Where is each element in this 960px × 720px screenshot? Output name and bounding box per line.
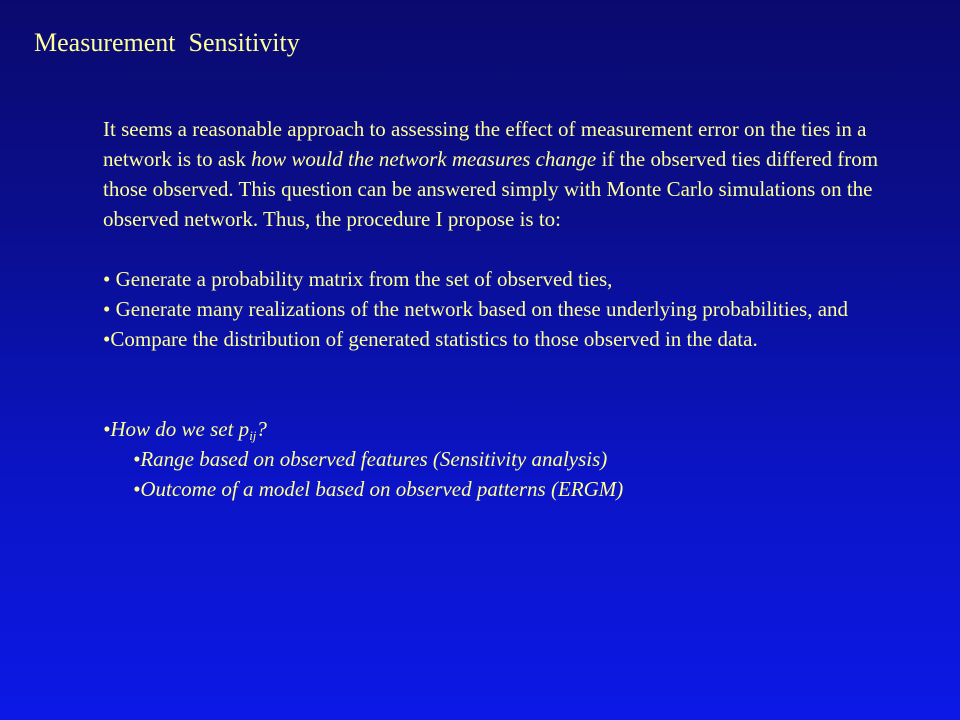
procedure-step: • Generate many realizations of the network based on these underlying probabilities, and	[103, 297, 849, 321]
intro-text-1: It seems a reasonable approach to assessing the effect of measurement error on the ties in a network is to ask	[103, 117, 867, 171]
slide-title: Measurement Sensitivity	[34, 28, 300, 57]
question-text: •How do we set p	[103, 417, 250, 441]
intro-paragraph	[103, 114, 903, 234]
answer-bullet: •Outcome of a model based on observed patterns (ERGM)	[133, 477, 624, 501]
intro-text-2: if the observed ties differed from those observed. This question can be answered simply with Monte Carlo simulations on the observed network. Thus, the procedure I propose is to:	[103, 147, 879, 231]
question-bullet	[103, 414, 903, 444]
procedure-step: •Compare the distribution of generated statistics to those observed in the data.	[103, 327, 758, 351]
question-subscript: ij	[249, 428, 257, 443]
slide-body	[103, 114, 903, 504]
answer-bullet: •Range based on observed features (Sensitivity analysis)	[133, 447, 608, 471]
procedure-step: • Generate a probability matrix from the set of observed ties,	[103, 267, 613, 291]
procedure-list	[103, 264, 903, 354]
question-mark: ?	[256, 417, 267, 441]
intro-italic-phrase: how would the network measures change	[251, 147, 597, 171]
